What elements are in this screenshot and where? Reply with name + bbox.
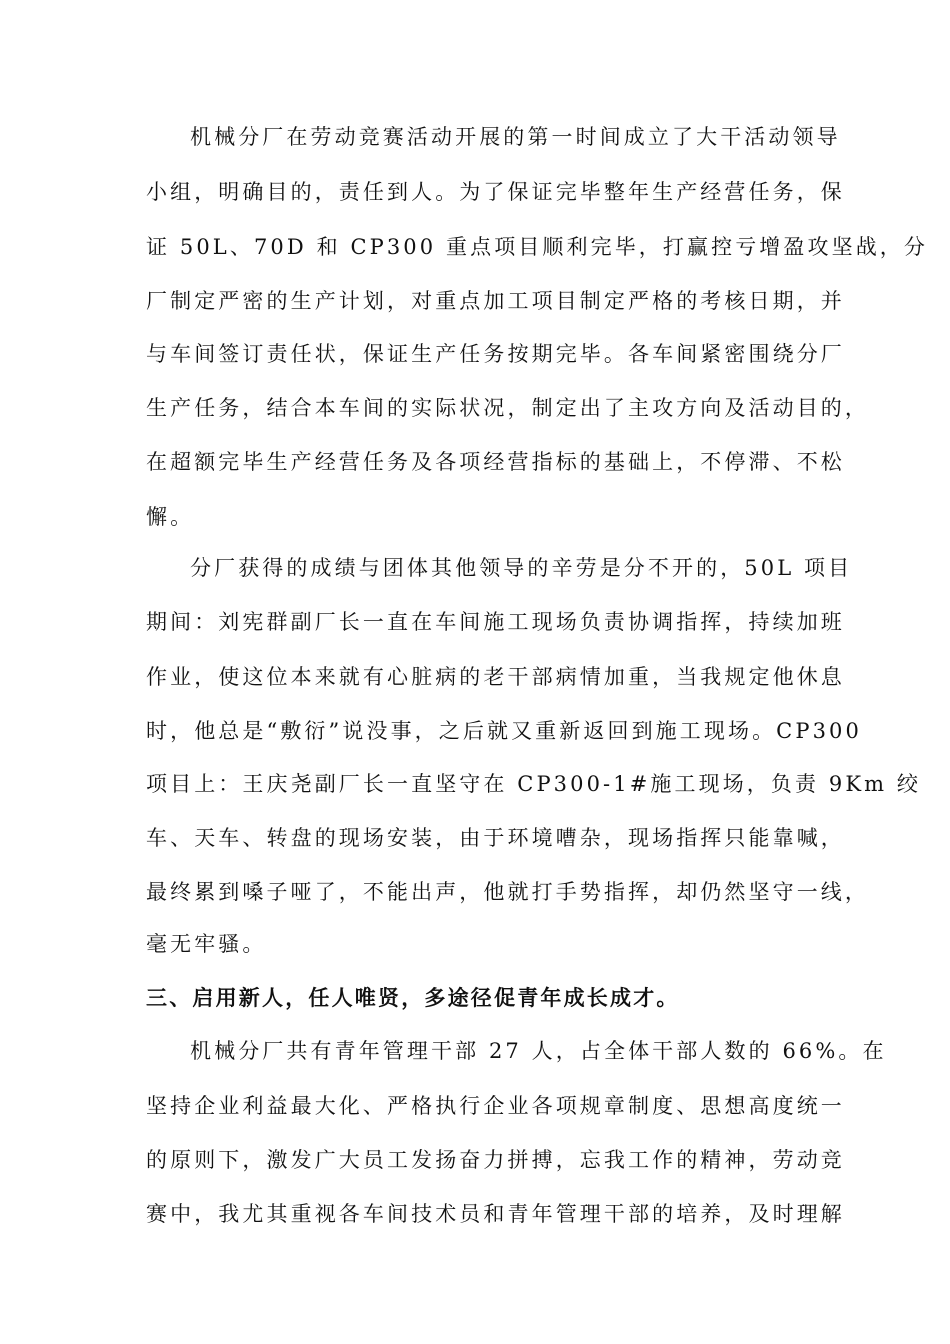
paragraph-1-line-6: 生产任务，结合本车间的实际状况，制定出了主攻方向及活动目的， <box>146 396 869 420</box>
paragraph-2-line-5: 项目上：王庆尧副厂长一直坚守在 CP300-1#施工现场，负责 9Km 绞 <box>146 772 922 796</box>
section-heading-3: 三、启用新人，任人唯贤，多途径促青年成长成才。 <box>146 986 680 1010</box>
paragraph-3-line-1: 机械分厂共有青年管理干部 27 人，占全体干部人数的 66%。在 <box>190 1039 887 1063</box>
paragraph-3-line-3: 的原则下，激发广大员工发扬奋力拼搏，忘我工作的精神，劳动竞 <box>146 1148 845 1172</box>
paragraph-1-line-7: 在超额完毕生产经营任务及各项经营指标的基础上，不停滞、不松 <box>146 450 845 474</box>
paragraph-2-line-3: 作业，使这位本来就有心脏病的老干部病情加重，当我规定他休息 <box>146 665 845 689</box>
paragraph-2-line-8: 毫无牢骚。 <box>146 932 267 956</box>
paragraph-3-line-4: 赛中，我尤其重视各车间技术员和青年管理干部的培养，及时理解 <box>146 1202 845 1226</box>
paragraph-2-line-6: 车、天车、转盘的现场安装，由于环境嘈杂，现场指挥只能靠喊， <box>146 826 845 850</box>
paragraph-1-line-5: 与车间签订责任状，保证生产任务按期完毕。各车间紧密围绕分厂 <box>146 342 845 366</box>
paragraph-1-line-2: 小组，明确目的，责任到人。为了保证完毕整年生产经营任务，保 <box>146 180 845 204</box>
paragraph-1-line-3: 证 50L、70D 和 CP300 重点项目顺利完毕，打赢控亏增盈攻坚战，分 <box>146 235 929 259</box>
paragraph-2-line-2: 期间：刘宪群副厂长一直在车间施工现场负责协调指挥，持续加班 <box>146 610 845 634</box>
paragraph-1-line-8: 懈。 <box>146 505 195 529</box>
paragraph-2-line-4: 时，他总是“敷衍”说没事，之后就又重新返回到施工现场。CP300 <box>146 719 862 743</box>
paragraph-1-line-1: 机械分厂在劳动竞赛活动开展的第一时间成立了大干活动领导 <box>190 125 841 149</box>
paragraph-1-line-4: 厂制定严密的生产计划，对重点加工项目制定严格的考核日期，并 <box>146 289 845 313</box>
paragraph-2-line-7: 最终累到嗓子哑了，不能出声，他就打手势指挥，却仍然坚守一线， <box>146 880 869 904</box>
paragraph-2-line-1: 分厂获得的成绩与团体其他领导的辛劳是分不开的，50L 项目 <box>190 556 853 580</box>
paragraph-3-line-2: 坚持企业利益最大化、严格执行企业各项规章制度、思想高度统一 <box>146 1094 845 1118</box>
